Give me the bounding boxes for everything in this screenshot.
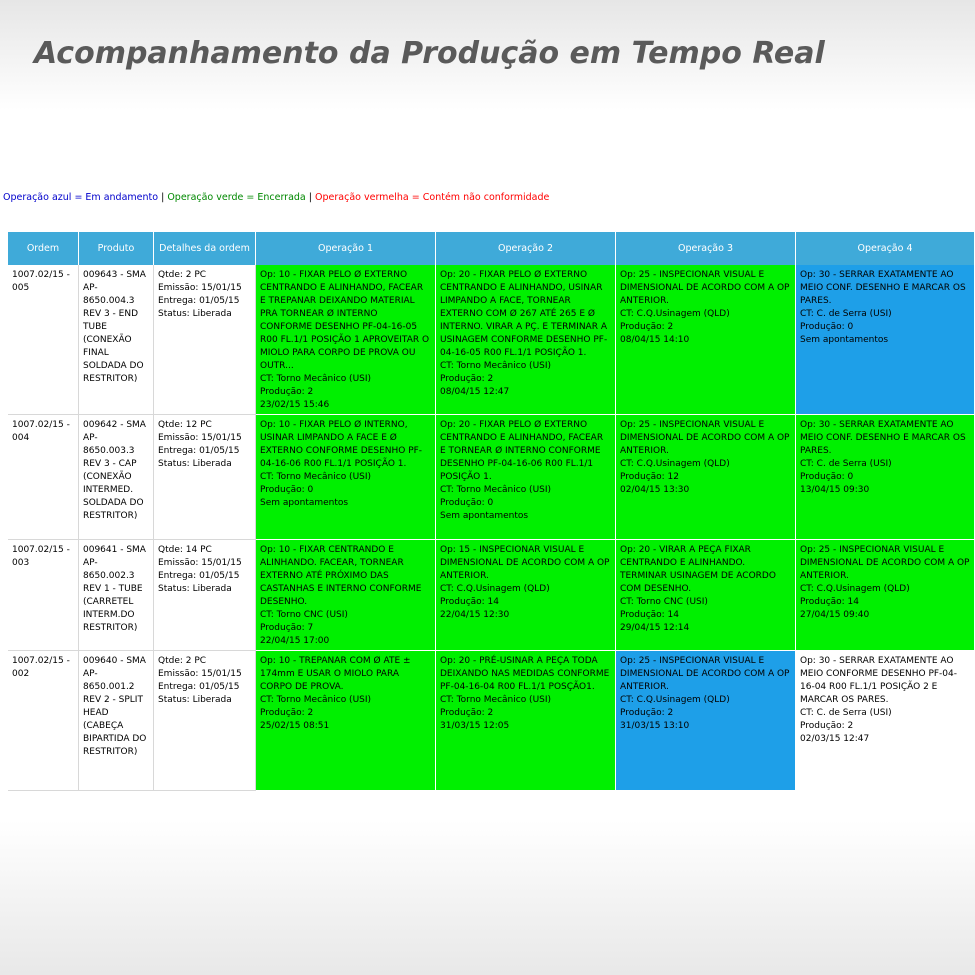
operation-ct: CT: C.Q.Usinagem (QLD) — [620, 695, 730, 705]
operation-producao: Produção: 2 — [620, 322, 674, 332]
operation-ct: CT: Torno Mecânico (USI) — [260, 695, 372, 705]
table-row[interactable] — [8, 265, 975, 415]
detalhe-line: Entrega: 01/05/15 — [158, 296, 240, 306]
operation-description: Op: 10 - FIXAR PELO Ø EXTERNO CENTRANDO E ALINHANDO, FACEAR E TREPANAR DEIXANDO MATERIAL PRA TORNEAR Ø INTERNO CONFORME DESENHO PF-04-16-05 R00 FL.1/1 POSIÇÃO 1 APROVEITAR O MIOLO PARA CORPO DE PROVA OU OUTR... — [260, 270, 430, 371]
cell-ordem: 1007.02/15 - 005 — [8, 265, 79, 415]
operation-cell[interactable] — [796, 540, 975, 651]
legend-green: Operação verde = Encerrada — [167, 192, 306, 203]
detalhe-line: Qtde: 2 PC — [158, 656, 207, 666]
operation-apontamento: 29/04/15 12:14 — [620, 623, 690, 633]
operation-cell[interactable] — [436, 651, 616, 791]
operation-producao: Produção: 0 — [260, 485, 314, 495]
detalhe-line: Emissão: 15/01/15 — [158, 669, 242, 679]
legend-separator: | — [158, 192, 168, 203]
operation-producao: Produção: 0 — [800, 472, 854, 482]
detalhe-line: Qtde: 14 PC — [158, 545, 212, 555]
operation-cell[interactable] — [436, 415, 616, 540]
operation-description: Op: 25 - INSPECIONAR VISUAL E DIMENSIONAL DE ACORDO COM A OP ANTERIOR. — [620, 420, 790, 456]
table-row[interactable] — [8, 415, 975, 540]
operation-ct: CT: C. de Serra (USI) — [800, 309, 892, 319]
operation-cell[interactable] — [616, 651, 796, 791]
detalhe-line: Emissão: 15/01/15 — [158, 283, 242, 293]
operation-description: Op: 20 - PRÉ-USINAR A PEÇA TODA DEIXANDO NAS MEDIDAS CONFORME PF-04-16-04 R00 FL.1/1 POSÇÃO1. — [440, 656, 610, 692]
detalhe-line: Status: Liberada — [158, 459, 232, 469]
operation-ct: CT: Torno Mecânico (USI) — [260, 374, 372, 384]
operation-ct: CT: C. de Serra (USI) — [800, 708, 892, 718]
table-header-row — [8, 232, 975, 265]
operation-cell[interactable] — [616, 265, 796, 415]
table-row[interactable] — [8, 540, 975, 651]
detalhe-line: Entrega: 01/05/15 — [158, 446, 240, 456]
operation-apontamento: 27/04/15 09:40 — [800, 610, 870, 620]
operation-ct: CT: C.Q.Usinagem (QLD) — [620, 459, 730, 469]
detalhe-line: Status: Liberada — [158, 584, 232, 594]
cell-produto: 009640 - SMA AP-8650.001.2 REV 2 - SPLIT HEAD (CABEÇA BIPARTIDA DO RESTRITOR) — [79, 651, 154, 791]
operation-producao: Produção: 0 — [800, 322, 854, 332]
operation-producao: Produção: 12 — [620, 472, 680, 482]
operation-cell[interactable] — [616, 415, 796, 540]
operation-description: Op: 15 - INSPECIONAR VISUAL E DIMENSIONAL DE ACORDO COM A OP ANTERIOR. — [440, 545, 610, 581]
operation-cell[interactable] — [436, 540, 616, 651]
page-title: Acompanhamento da Produção em Tempo Real — [34, 36, 825, 71]
operation-cell[interactable] — [256, 265, 436, 415]
operation-apontamento: 02/03/15 12:47 — [800, 734, 870, 744]
operation-description: Op: 25 - INSPECIONAR VISUAL E DIMENSIONAL DE ACORDO COM A OP ANTERIOR. — [800, 545, 970, 581]
operation-cell[interactable] — [436, 265, 616, 415]
legend-blue: Operação azul = Em andamento — [3, 192, 159, 203]
operation-ct: CT: Torno CNC (USI) — [620, 597, 708, 607]
operation-ct: CT: C.Q.Usinagem (QLD) — [440, 584, 550, 594]
operation-apontamento: 23/02/15 15:46 — [260, 400, 330, 410]
operation-apontamento: 31/03/15 12:05 — [440, 721, 510, 731]
operation-producao: Produção: 2 — [260, 708, 314, 718]
operation-description: Op: 25 - INSPECIONAR VISUAL E DIMENSIONAL DE ACORDO COM A OP ANTERIOR. — [620, 270, 790, 306]
operation-ct: CT: Torno CNC (USI) — [260, 610, 348, 620]
cell-ordem: 1007.02/15 - 004 — [8, 415, 79, 540]
column-header-operacao-2: Operação 2 — [436, 232, 616, 265]
cell-detalhes — [154, 265, 256, 415]
cell-ordem: 1007.02/15 - 002 — [8, 651, 79, 791]
operation-description: Op: 20 - VIRAR A PEÇA FIXAR CENTRANDO E ALINHANDO. TERMINAR USINAGEM DE ACORDO COM DESENHO. — [620, 545, 776, 594]
operation-producao: Produção: 7 — [260, 623, 314, 633]
detalhe-line: Status: Liberada — [158, 309, 232, 319]
legend-red: Operação vermelha = Contém não conformidade — [315, 192, 550, 203]
detalhe-line: Emissão: 15/01/15 — [158, 433, 242, 443]
table-body — [8, 265, 975, 791]
operation-producao: Produção: 14 — [800, 597, 860, 607]
operation-description: Op: 10 - FIXAR PELO Ø INTERNO, USINAR LIMPANDO A FACE E Ø EXTERNO CONFORME DESENHO PF-04-16-06 R00 FL.1/1 POSIÇÃO 1. — [260, 420, 423, 469]
operation-cell[interactable] — [796, 651, 975, 791]
status-legend — [3, 192, 549, 203]
legend-separator: | — [305, 192, 316, 203]
operation-apontamento: 08/04/15 14:10 — [620, 335, 690, 345]
operation-producao: Produção: 2 — [620, 708, 674, 718]
operation-apontamento: 22/04/15 17:00 — [260, 636, 330, 646]
operation-apontamento: 13/04/15 09:30 — [800, 485, 870, 495]
column-header-operacao-1: Operação 1 — [256, 232, 436, 265]
operation-producao: Produção: 2 — [800, 721, 854, 731]
operation-producao: Produção: 14 — [440, 597, 500, 607]
operation-cell[interactable] — [256, 651, 436, 791]
operation-producao: Produção: 2 — [440, 374, 494, 384]
operation-ct: CT: C. de Serra (USI) — [800, 459, 892, 469]
operation-description: Op: 10 - TREPANAR COM Ø ATE ± 174mm E USAR O MIOLO PARA CORPO DE PROVA. — [260, 656, 411, 692]
operation-producao: Produção: 2 — [440, 708, 494, 718]
detalhe-line: Qtde: 12 PC — [158, 420, 212, 430]
detalhe-line: Emissão: 15/01/15 — [158, 558, 242, 568]
operation-description: Op: 25 - INSPECIONAR VISUAL E DIMENSIONAL DE ACORDO COM A OP ANTERIOR. — [620, 656, 790, 692]
operation-cell[interactable] — [796, 415, 975, 540]
operation-description: Op: 20 - FIXAR PELO Ø EXTERNO CENTRANDO E ALINHANDO, USINAR LIMPANDO A FACE, TORNEAR EXTERNO COM Ø 267 ATÉ 265 E Ø INTERNO. VIRAR A PÇ. E TERMINAR A USINAGEM CONFORME DESENHO PF-04-16-05 R00 FL.1/1 POSIÇÃO 1. — [440, 270, 608, 358]
detalhe-line: Qtde: 2 PC — [158, 270, 207, 280]
detalhe-line: Status: Liberada — [158, 695, 232, 705]
operation-ct: CT: Torno Mecânico (USI) — [440, 361, 552, 371]
operation-ct: CT: C.Q.Usinagem (QLD) — [800, 584, 910, 594]
operation-apontamento: 25/02/15 08:51 — [260, 721, 330, 731]
cell-produto: 009643 - SMA AP-8650.004.3 REV 3 - END TUBE (CONEXÃO FINAL SOLDADA DO RESTRITOR) — [79, 265, 154, 415]
table-row[interactable] — [8, 651, 975, 791]
column-header-produto: Produto — [79, 232, 154, 265]
column-header-operacao-4: Operação 4 — [796, 232, 975, 265]
operation-description: Op: 10 - FIXAR CENTRANDO E ALINHANDO. FACEAR, TORNEAR EXTERNO ATÉ PRÓXIMO DAS CASTANHAS E INTERNO CONFORME DESENHO. — [260, 545, 422, 607]
column-header-detalhes: Detalhes da ordem — [154, 232, 256, 265]
operation-description: Op: 20 - FIXAR PELO Ø EXTERNO CENTRANDO E ALINHANDO, FACEAR E TORNEAR Ø INTERNO CONFORME DESENHO PF-04-16-06 R00 FL.1/1 POSIÇÃO 1. — [440, 420, 604, 482]
operation-cell[interactable] — [796, 265, 975, 415]
cell-produto: 009641 - SMA AP-8650.002.3 REV 1 - TUBE (CARRETEL INTERM.DO RESTRITOR) — [79, 540, 154, 651]
operation-apontamento: 22/04/15 12:30 — [440, 610, 510, 620]
production-table — [8, 232, 975, 791]
column-header-ordem: Ordem — [8, 232, 79, 265]
cell-detalhes — [154, 415, 256, 540]
operation-apontamento: 02/04/15 13:30 — [620, 485, 690, 495]
detalhe-line: Entrega: 01/05/15 — [158, 682, 240, 692]
operation-description: Op: 30 - SERRAR EXATAMENTE AO MEIO CONF. DESENHO E MARCAR OS PARES. — [800, 420, 966, 456]
cell-detalhes — [154, 540, 256, 651]
operation-ct: CT: Torno Mecânico (USI) — [440, 695, 552, 705]
cell-detalhes — [154, 651, 256, 791]
column-header-operacao-3: Operação 3 — [616, 232, 796, 265]
operation-ct: CT: Torno Mecânico (USI) — [440, 485, 552, 495]
operation-apontamento: Sem apontamentos — [260, 498, 349, 508]
cell-produto: 009642 - SMA AP-8650.003.3 REV 3 - CAP (CONEXÃO INTERMED. SOLDADA DO RESTRITOR) — [79, 415, 154, 540]
operation-apontamento: Sem apontamentos — [800, 335, 889, 345]
production-table-container — [8, 232, 975, 792]
operation-apontamento: 31/03/15 13:10 — [620, 721, 690, 731]
detalhe-line: Entrega: 01/05/15 — [158, 571, 240, 581]
operation-producao: Produção: 2 — [260, 387, 314, 397]
operation-apontamento: 08/04/15 12:47 — [440, 387, 510, 397]
operation-description: Op: 30 - SERRAR EXATAMENTE AO MEIO CONF. DESENHO E MARCAR OS PARES. — [800, 270, 966, 306]
operation-ct: CT: C.Q.Usinagem (QLD) — [620, 309, 730, 319]
operation-producao: Produção: 14 — [620, 610, 680, 620]
operation-ct: CT: Torno Mecânico (USI) — [260, 472, 372, 482]
operation-description: Op: 30 - SERRAR EXATAMENTE AO MEIO CONFORME DESENHO PF-04-16-04 R00 FL.1/1 POSIÇÃO 2 E MARCAR OS PARES. — [800, 656, 957, 705]
operation-cell[interactable] — [256, 415, 436, 540]
cell-ordem: 1007.02/15 - 003 — [8, 540, 79, 651]
operation-cell[interactable] — [256, 540, 436, 651]
operation-apontamento: Sem apontamentos — [440, 511, 529, 521]
operation-producao: Produção: 0 — [440, 498, 494, 508]
operation-cell[interactable] — [616, 540, 796, 651]
